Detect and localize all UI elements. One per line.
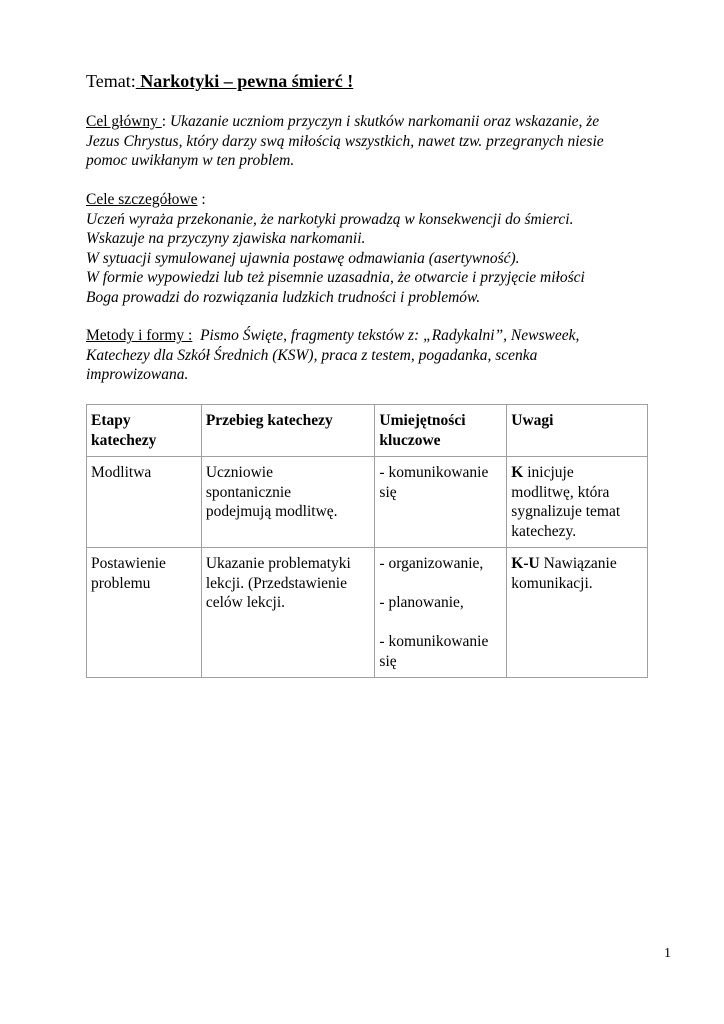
main-goal-section bbox=[86, 112, 676, 171]
cell-skills: - organizowanie, - planowanie, - komunikowanie się bbox=[375, 548, 507, 678]
header-skills: Umiejętności kluczowe bbox=[375, 405, 507, 457]
cell-course: Ukazanie problematyki lekcji. (Przedstawienie celów lekcji. bbox=[201, 548, 375, 678]
methods-line: improwizowana. bbox=[86, 366, 189, 383]
table-header-row bbox=[87, 405, 648, 457]
methods-line: Pismo Święte, fragmenty tekstów z: „Radykalni”, Newsweek, bbox=[192, 327, 580, 344]
detailed-goals-section bbox=[86, 190, 676, 307]
detailed-goal-item: Wskazuje na przyczyny zjawiska narkomanii. bbox=[86, 230, 366, 247]
table-row bbox=[87, 457, 648, 548]
cell-stage: Modlitwa bbox=[87, 457, 202, 548]
page-number: 1 bbox=[664, 946, 671, 961]
detailed-goal-item: Uczeń wyraża przekonanie, że narkotyki prowadzą w konsekwencji do śmierci. bbox=[86, 210, 574, 228]
cell-skills: - komunikowanie się bbox=[375, 457, 507, 548]
cell-notes: K-U Nawiązanie komunikacji. bbox=[507, 548, 648, 678]
detailed-goal-item: W sytuacji symulowanej ujawnia postawę odmawiania (asertywność). bbox=[86, 249, 520, 267]
main-goal-label: Cel główny bbox=[86, 113, 162, 130]
title-prefix: Temat: bbox=[86, 71, 136, 91]
main-goal-line: pomoc uwikłanym w ten problem. bbox=[86, 152, 295, 169]
header-stages: Etapy katechezy bbox=[87, 405, 202, 457]
detailed-goals-separator: : bbox=[197, 191, 206, 208]
detailed-goal-item: Boga prowadzi do rozwiązania ludzkich trudności i problemów. bbox=[86, 288, 481, 306]
detailed-goals-label: Cele szczegółowe bbox=[86, 191, 198, 208]
document-page bbox=[86, 0, 666, 1024]
methods-section bbox=[86, 326, 676, 385]
title-text: Narkotyki – pewna śmierć ! bbox=[135, 71, 354, 91]
lesson-title bbox=[86, 70, 353, 92]
notes-bold-tag: K bbox=[511, 464, 524, 481]
header-notes: Uwagi bbox=[507, 405, 648, 457]
cell-notes: K inicjuje modlitwę, która sygnalizuje temat katechezy. bbox=[507, 457, 648, 548]
notes-bold-tag: K-U bbox=[511, 555, 540, 572]
main-goal-separator: : bbox=[161, 113, 170, 130]
main-goal-line: Jezus Chrystus, który darzy swą miłością wszystkich, nawet tzw. przegranych niesie bbox=[86, 132, 604, 150]
main-goal-line: Ukazanie uczniom przyczyn i skutków narkomanii oraz wskazanie, że bbox=[169, 113, 600, 130]
methods-label: Metody i formy : bbox=[86, 327, 193, 344]
header-course: Przebieg katechezy bbox=[201, 405, 375, 457]
methods-line: Katechezy dla Szkół Średnich (KSW), praca z testem, pogadanka, scenka bbox=[86, 346, 538, 364]
cell-course: Uczniowie spontanicznie podejmują modlitwę. bbox=[201, 457, 375, 548]
detailed-goal-item: W formie wypowiedzi lub też pisemnie uzasadnia, że otwarcie i przyjęcie miłości bbox=[86, 269, 585, 286]
table-row bbox=[87, 548, 648, 678]
cell-stage: Postawienie problemu bbox=[87, 548, 202, 678]
lesson-plan-table bbox=[86, 404, 648, 678]
